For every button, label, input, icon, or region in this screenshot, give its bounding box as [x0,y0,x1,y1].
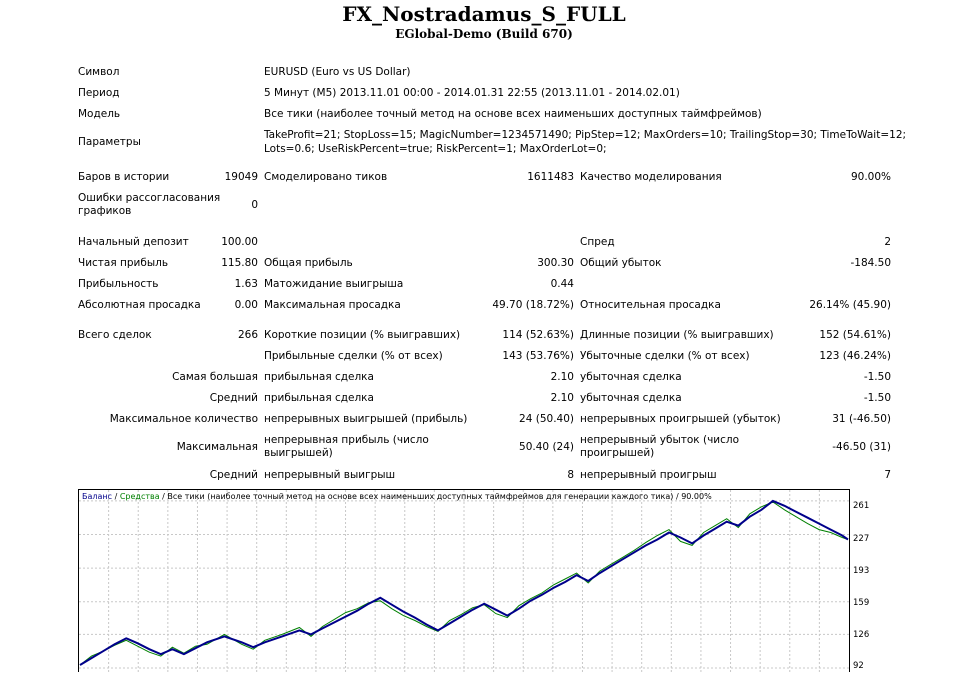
avg-cons-losses-label: непрерывный проигрыш [580,469,717,481]
period-label: Период [78,87,120,99]
cons-profit-label: непрерывная прибыль (число выигрышей) [264,434,429,459]
max-count-label: Максимальное количество [109,413,258,425]
quality-value: 90.00% [850,171,891,183]
total-trades-label: Всего сделок [78,329,152,341]
cons-wins-value: 24 (50.40) [519,413,574,425]
bars-label: Баров в истории [78,171,170,183]
cons-loss-value: -46.50 (31) [832,441,891,453]
ticks-label: Смоделировано тиков [264,171,388,183]
cons-losses-label: непрерывных проигрышей (убыток) [580,413,781,425]
legend-equity: Средства [119,492,160,501]
abs-drawdown-label: Абсолютная просадка [78,299,201,311]
model-label: Модель [78,108,121,120]
loss-trades-value: 123 (46.24%) [819,350,891,362]
deposit-value: 100.00 [221,236,258,248]
params-line-2: Lots=0.6; UseRiskPercent=true; RiskPercent=1; MaxOrderLot=0; [264,143,607,155]
quality-label: Качество моделирования [580,171,722,183]
long-positions-value: 152 (54.61%) [819,329,891,341]
long-positions-label: Длинные позиции (% выигравших) [580,329,774,341]
gross-profit-label: Общая прибыль [264,257,353,269]
legend-description: / Все тики (наиболее точный метод на основе всех наименьших доступных таймфреймов для генерации каждого тика) / 90.00% [159,492,712,501]
gross-profit-value: 300.30 [537,257,574,269]
ticks-value: 1611483 [527,171,574,183]
profit-trades-value: 143 (53.76%) [502,350,574,362]
profit-factor-value: 1.63 [234,278,258,290]
largest-loss-label: убыточная сделка [580,371,682,383]
period-value: 5 Минут (M5) 2013.11.01 00:00 - 2014.01.31 22:55 (2013.11.01 - 2014.02.01) [264,87,680,99]
y-tick-label: 126 [853,630,870,640]
abs-drawdown-value: 0.00 [234,299,258,311]
bars-value: 19049 [224,171,258,183]
gross-loss-value: -184.50 [850,257,891,269]
maximal-label: Максимальная [176,441,258,453]
profit-trades-label: Прибыльные сделки (% от всех) [264,350,443,362]
errors-value: 0 [251,199,258,211]
max-drawdown-value: 49.70 (18.72%) [492,299,574,311]
y-tick-label: 193 [853,566,870,576]
legend-separator: / [112,492,120,501]
report-subtitle: EGlobal-Demo (Build 670) [395,27,573,41]
net-profit-label: Чистая прибыль [78,257,169,269]
y-tick-label: 159 [853,598,870,608]
balance-chart [78,489,850,672]
params-label: Параметры [78,136,141,148]
average-cons-label: Средний [209,469,258,481]
avg-profit-label: прибыльная сделка [264,392,374,404]
spread-label: Спред [580,236,615,248]
symbol-value: EURUSD (Euro vs US Dollar) [264,66,411,78]
y-tick-label: 261 [853,501,870,511]
report-title: FX_Nostradamus_S_FULL [342,2,626,26]
y-tick-label: 227 [853,534,870,544]
largest-label: Самая большая [172,371,258,383]
avg-cons-wins-label: непрерывный выигрыш [264,469,396,481]
short-positions-label: Короткие позиции (% выигравших) [264,329,461,341]
errors-label: Ошибки рассогласования графиков [78,192,221,217]
short-positions-value: 114 (52.63%) [502,329,574,341]
net-profit-value: 115.80 [221,257,258,269]
rel-drawdown-label: Относительная просадка [580,299,721,311]
deposit-label: Начальный депозит [78,236,189,248]
cons-profit-value: 50.40 (24) [519,441,574,453]
legend-balance: Баланс [82,492,113,501]
avg-loss-label: убыточная сделка [580,392,682,404]
expected-payoff-value: 0.44 [550,278,574,290]
largest-profit-label: прибыльная сделка [264,371,374,383]
avg-loss-value: -1.50 [863,392,891,404]
chart-legend [82,492,712,501]
max-drawdown-label: Максимальная просадка [264,299,401,311]
avg-profit-value: 2.10 [550,392,574,404]
expected-payoff-label: Матожидание выигрыша [264,278,404,290]
spread-value: 2 [884,236,891,248]
cons-wins-label: непрерывных выигрышей (прибыль) [264,413,468,425]
cons-loss-label: непрерывный убыток (число проигрышей) [580,434,740,459]
cons-losses-value: 31 (-46.50) [832,413,891,425]
average-label: Средний [209,392,258,404]
total-trades-value: 266 [237,329,258,341]
loss-trades-label: Убыточные сделки (% от всех) [580,350,750,362]
symbol-label: Символ [78,66,120,78]
largest-loss-value: -1.50 [863,371,891,383]
y-tick-label: 92 [853,661,864,671]
largest-profit-value: 2.10 [550,371,574,383]
model-value: Все тики (наиболее точный метод на основе всех наименьших доступных таймфреймов) [264,108,762,120]
avg-cons-losses-value: 7 [884,469,891,481]
balance-chart-svg [79,490,849,672]
params-line-1: TakeProfit=21; StopLoss=15; MagicNumber=1234571490; PipStep=12; MaxOrders=10; TrailingStop=30; TimeToWait=12; [264,129,907,141]
avg-cons-wins-value: 8 [567,469,574,481]
profit-factor-label: Прибыльность [78,278,159,290]
rel-drawdown-value: 26.14% (45.90) [809,299,891,311]
gross-loss-label: Общий убыток [580,257,662,269]
